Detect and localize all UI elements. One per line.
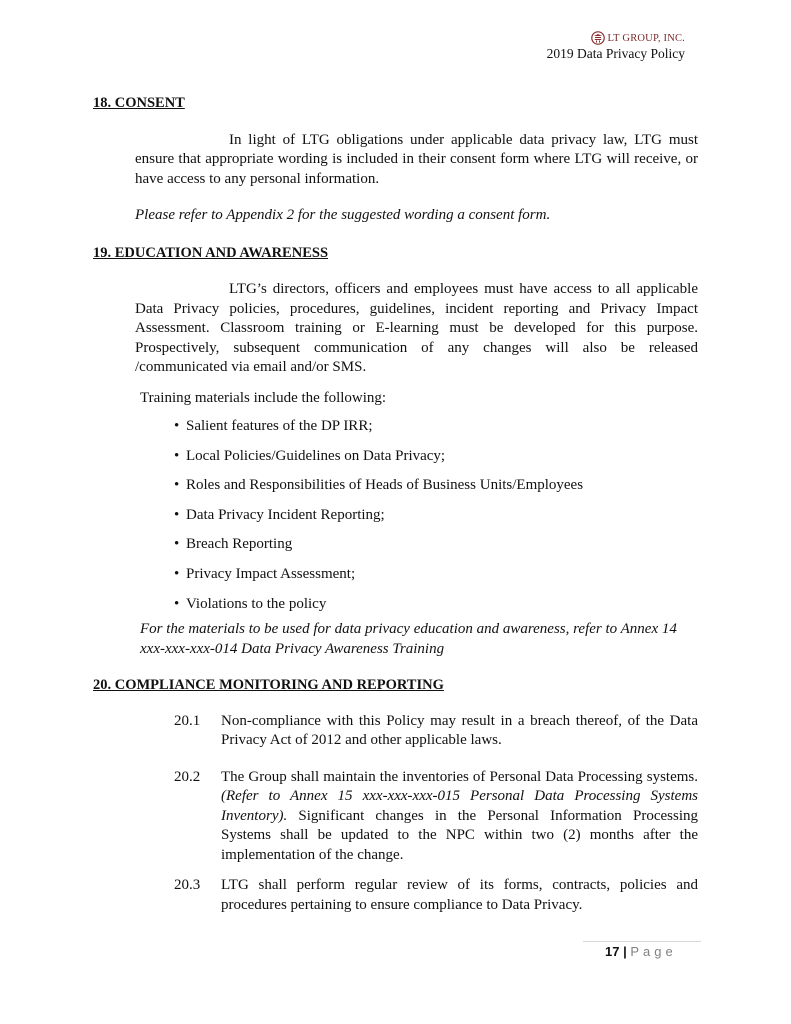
section-18-paragraph: In light of LTG obligations under applicable data privacy law, LTG must ensure that appropriate wording is included in their consent form where LTG will receive, or have access to any personal information. [135,131,698,187]
list-item: • Data Privacy Incident Reporting; [174,506,698,536]
list-item: • Salient features of the DP IRR; [174,417,698,447]
list-item: • Violations to the policy [174,595,698,625]
list-item: • Privacy Impact Assessment; [174,565,698,595]
clause-number: 20.2 [174,768,201,785]
clause-20-3 [174,876,698,915]
section-18-note: Please refer to Appendix 2 for the suggested wording a consent form. [135,207,551,223]
page-number-value: 17 [605,944,620,959]
document-title: 2019 Data Privacy Policy [546,46,685,61]
page-label: Page [630,944,677,959]
page-header [547,30,685,62]
clause-number: 20.3 [174,877,201,894]
list-item: • Local Policies/Guidelines on Data Privacy; [174,447,698,477]
section-19-paragraph: LTG’s directors, officers and employees must have access to all applicable Data Privacy policies, procedures, guidelines, incident reporting and Privacy Impact Assessment. Classroom training or E-learning must be developed for this purpose. Prospectively, subsequent communication of any changes will also be released /communicated via email and/or SMS. [135,281,698,375]
page-content [93,94,698,915]
clause-20-2 [174,768,698,866]
training-materials-list [174,417,698,624]
section-18-heading: 18. CONSENT [93,95,185,111]
company-brand [547,30,685,46]
training-list-intro: Training materials include the following: [140,389,387,406]
clause-text: Non-compliance with this Policy may result in a breach thereof, of the Data Privacy Act of 2012 and other applicable laws. [221,712,698,749]
page-number [605,944,677,959]
page-separator: | [623,944,627,959]
clause-text-part: Significant changes in the Personal Information Processing Systems shall be updated to the NPC within two (2) months after the implementation of the change. [221,807,698,863]
clause-number: 20.1 [174,712,201,729]
pagoda-emblem-icon [591,31,605,45]
section-19-heading: 19. EDUCATION AND AWARENESS [93,244,329,261]
company-name: LT GROUP, INC. [607,32,685,44]
section-19-note: For the materials to be used for data privacy education and awareness, refer to Annex 14 xxx-xxx-xxx-014 Data Privacy Awareness Training [140,621,677,657]
annex-reference: (Refer to Annex 15 xxx-xxx-xxx-015 Personal Data Processing Systems Inventory). [221,788,698,824]
list-item: • Breach Reporting [174,535,698,565]
clause-text: LTG shall perform regular review of its forms, contracts, policies and procedures pertaining to ensure compliance to Data Privacy. [221,877,698,913]
footer-rule [583,941,701,942]
list-item: • Roles and Responsibilities of Heads of Business Units/Employees [174,476,698,506]
clause-text-part: The Group shall maintain the inventories of Personal Data Processing systems. [221,768,698,785]
section-20-heading: 20. COMPLIANCE MONITORING AND REPORTING [93,677,444,694]
clause-20-1 [174,712,698,751]
clause-text [221,768,698,866]
